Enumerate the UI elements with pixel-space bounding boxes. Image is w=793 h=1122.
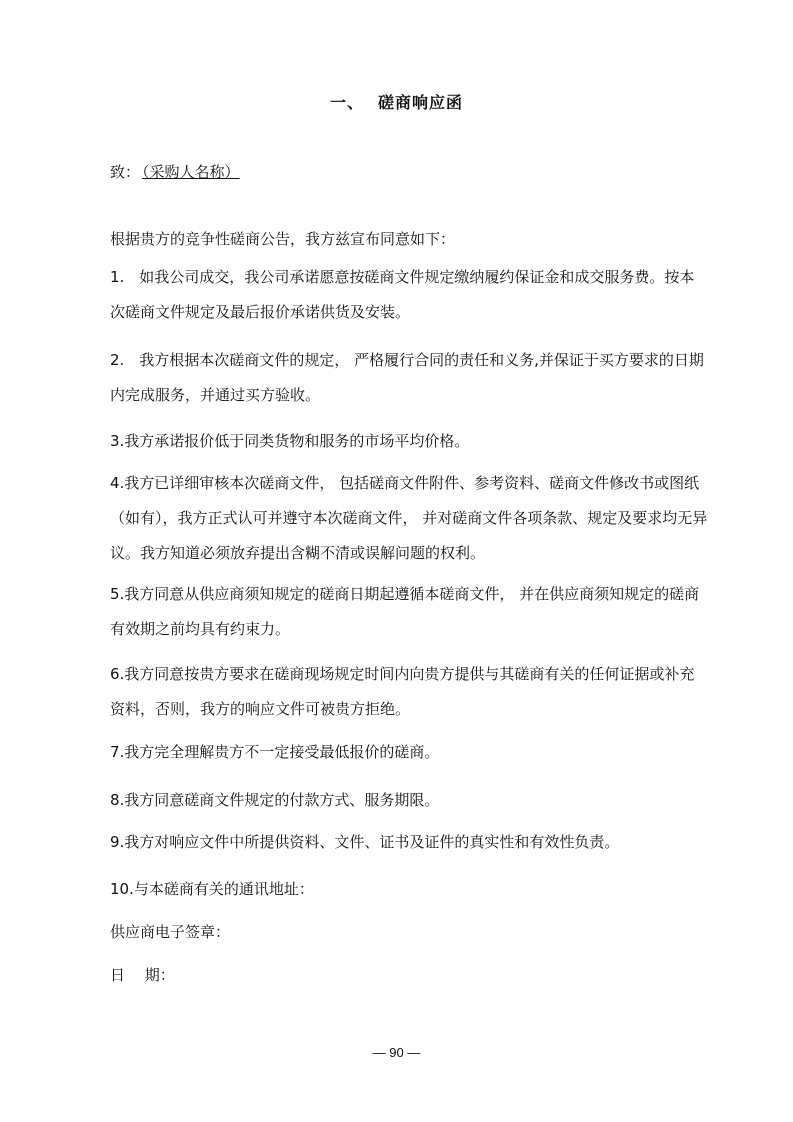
document-title	[0, 90, 793, 113]
recipient-placeholder: （采购人名称）	[142, 163, 240, 181]
clause-10-address: 10.与本磋商有关的通讯地址：	[110, 880, 314, 898]
to-label: 致：	[110, 163, 141, 181]
clause-6: 6.我方同意按贵方要求在磋商现场规定时间内向贵方提供与其磋商有关的任何证据或补充资料，否则，我方的响应文件可被贵方拒绝。	[110, 665, 695, 718]
intro-paragraph: 根据贵方的竞争性磋商公告，我方兹宣布同意如下：	[110, 230, 456, 248]
title-text: 磋商响应函	[378, 93, 464, 112]
date-label: 日 期：	[110, 966, 175, 984]
clause-2: 2. 我方根据本次磋商文件的规定， 严格履行合同的责任和义务,并保证于买方要求的日期内完成服务，并通过买方验收。	[110, 351, 704, 404]
clause-8: 8.我方同意磋商文件规定的付款方式、服务期限。	[110, 791, 440, 809]
page-number: — 90 —	[372, 1045, 421, 1060]
clause-5: 5.我方同意从供应商须知规定的磋商日期起遵循本磋商文件， 并在供应商须知规定的磋商有效期之前均具有约束力。	[110, 585, 700, 638]
clause-9: 9.我方对响应文件中所提供资料、文件、证书及证件的真实性和有效性负责。	[110, 833, 620, 851]
clause-3: 3.我方承诺报价低于同类货物和服务的市场平均价格。	[110, 432, 470, 450]
section-number: 一、	[329, 93, 364, 112]
addressee-line	[110, 161, 240, 182]
clause-1: 1. 如我公司成交，我公司承诺愿意按磋商文件规定缴纳履约保证金和成交服务费。按本次磋商文件规定及最后报价承诺供货及安装。	[110, 268, 695, 321]
signature-label: 供应商电子签章：	[110, 923, 231, 941]
clause-7: 7.我方完全理解贵方不一定接受最低报价的磋商。	[110, 743, 440, 761]
clause-4: 4.我方已详细审核本次磋商文件， 包括磋商文件附件、参考资料、磋商文件修改书或图纸（如有），我方正式认可并遵守本次磋商文件， 并对磋商文件各项条款、规定及要求均无异议。我方知道必须放弃提出含糊不清或误解问题的权利。	[110, 474, 708, 562]
